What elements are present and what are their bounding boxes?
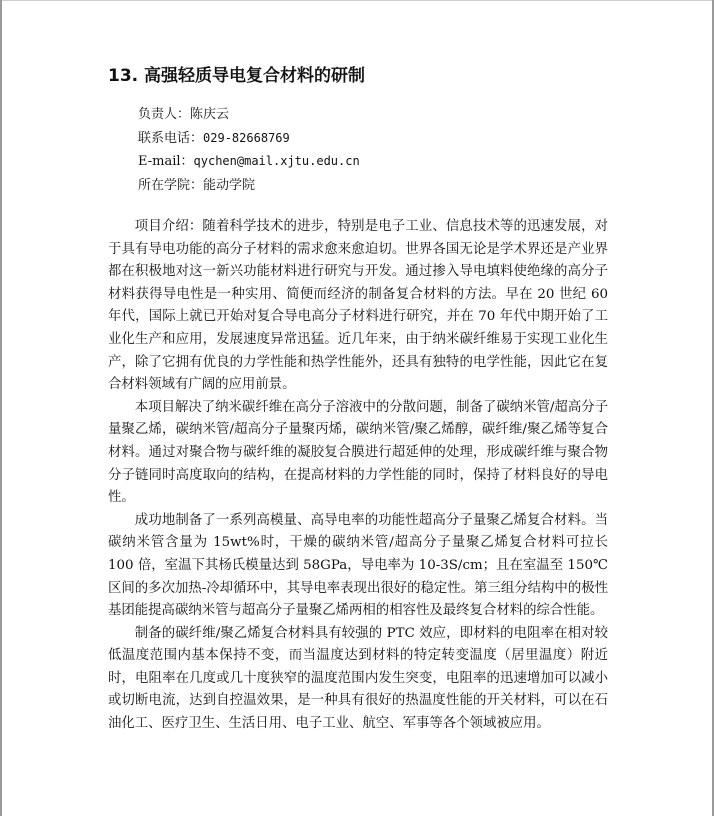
paragraph-composites: 成功地制备了一系列高模量、高导电率的功能性超高分子量聚乙烯复合材料。当碳纳米管含量为 15wt%时，干燥的碳纳米管/超高分子量聚乙烯复合材料可拉长 100 倍，室温下其杨氏模量达到 58GPa，导电率为 10-3S/cm；且在室温至 150℃区间的多次加热-冷却循环中，其导电率表现出很好的稳定性。第三组分结构中的极性基团能提高碳纳米管与超高分子量聚乙烯两相的相容性及最终复合材料的综合性能。 xyxy=(108,512,608,619)
responsible-person-label: 负责人： xyxy=(138,107,191,122)
school-line xyxy=(138,174,618,198)
school-value: 能动学院 xyxy=(203,177,256,193)
page-top-border xyxy=(0,0,714,1)
email-value: qychen@mail.xjtu.edu.cn xyxy=(193,154,360,168)
school-label: 所在学院： xyxy=(138,177,204,193)
paragraph-ptc-effect: 制备的碳纤维/聚乙烯复合材料具有较强的 PTC 效应，即材料的电阻率在相对较低温度范围内基本保持不变，而当温度达到材料的特定转变温度（居里温度）附近时，电阻率在几度或几十度狭窄的温度范围内发生突变，电阻率的迅速增加可以减小或切断电流，达到自控温效果，是一种具有很好的热温度性能的开关材料，可以在石油化工、医疗卫生、生活日用、电子工业、航空、军事等各个领域被应用。 xyxy=(108,625,608,732)
project-description xyxy=(108,216,608,736)
paragraph-dispersion: 本项目解决了纳米碳纤维在高分子溶液中的分散问题，制备了碳纳米管/超高分子量聚乙烯，碳纳米管/超高分子量聚丙烯，碳纳米管/聚乙烯醇，碳纤维/聚乙烯等复合材料。通过对聚合物与碳纤维的凝胶复合膜进行超延伸的处理，形成碳纤维与聚合物分子链同时高度取向的结构，在提高材料的力学性能的同时，保持了材料良好的导电性。 xyxy=(108,399,608,506)
phone-value: 029-82668769 xyxy=(203,130,290,145)
responsible-person-line xyxy=(138,103,618,127)
contact-info xyxy=(138,103,618,197)
phone-label: 联系电话： xyxy=(138,130,204,146)
paragraph-introduction: 项目介绍：随着科学技术的进步，特别是电子工业、信息技术等的迅速发展，对于具有导电功能的高分子材料的需求愈来愈迫切。世界各国无论是学术界还是产业界都在积极地对这一新兴功能材料进行研究与开发。通过掺入导电填料使绝缘的高分子材料获得导电性是一种实用、简便而经济的制备复合材料的方法。早在 20 世纪 60 年代，国际上就已开始对复合导电高分子材料进行研究，并在 70 年代中期开始了工业化生产和应用，发展速度异常迅猛。近几年来，由于纳米碳纤维易于实现工业化生产，除了它拥有优良的力学性能和热学性能外，还具有独特的电学性能，因此它在复合材料领域有广阔的应用前景。 xyxy=(108,219,608,393)
responsible-person-value: 陈庆云 xyxy=(190,107,230,122)
email-line xyxy=(138,150,618,174)
phone-line xyxy=(138,127,618,151)
page-left-border xyxy=(0,0,2,816)
email-label: E-mail： xyxy=(138,154,194,169)
page-title: 13. 高强轻质导电复合材料的研制 xyxy=(108,66,366,86)
